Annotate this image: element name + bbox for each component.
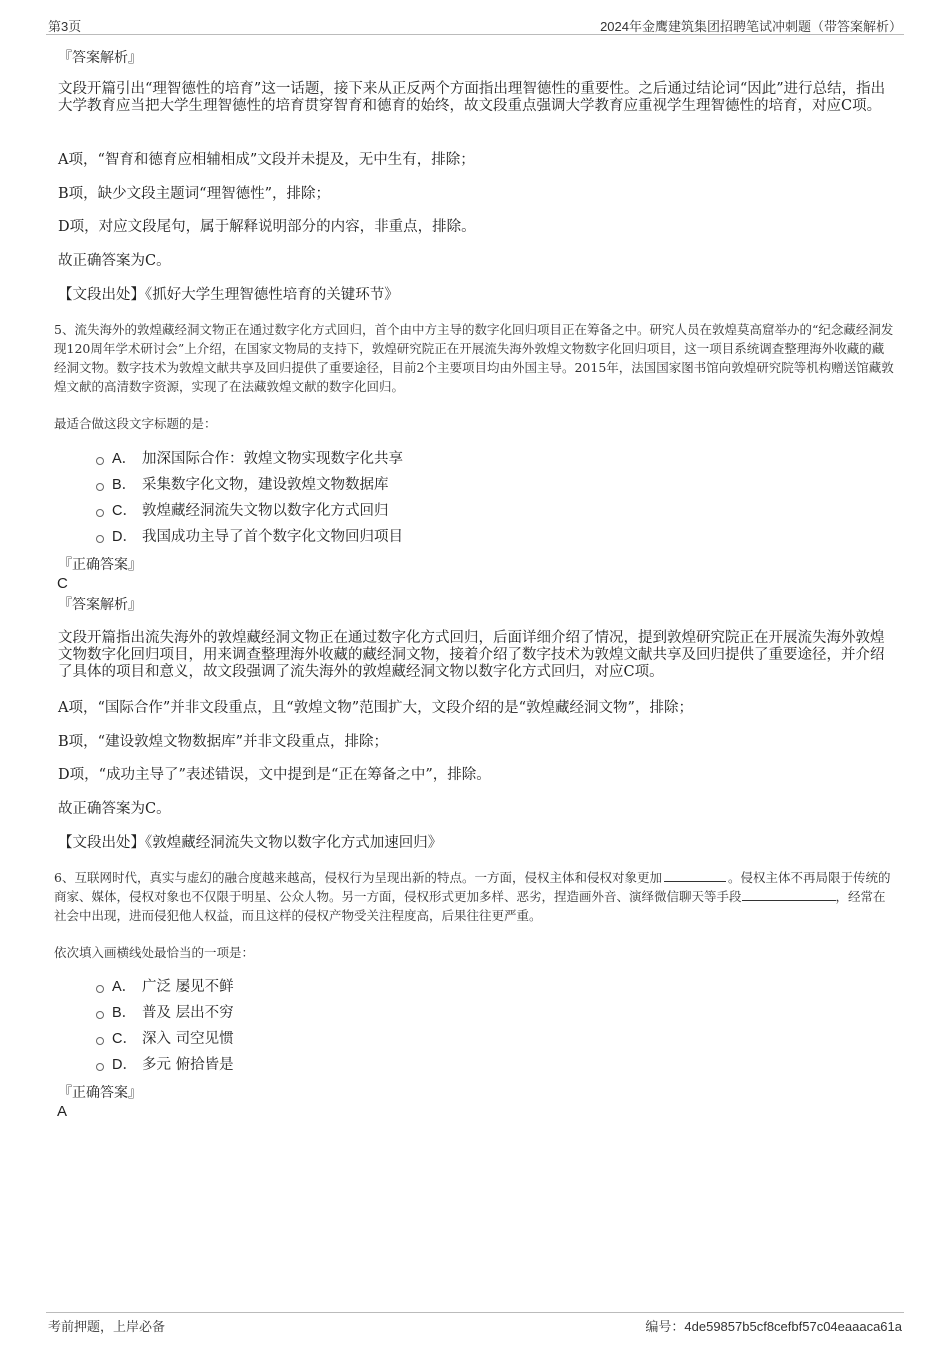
analysis-label: 『答案解析』 <box>58 597 142 613</box>
radio-button-icon[interactable] <box>96 509 104 517</box>
option-d-explanation: D项，“成功主导了”表述错误，文中提到是“正在筹备之中”，排除。 <box>58 767 491 783</box>
option-d-explanation: D项，对应文段尾句，属于解释说明部分的内容，非重点，排除。 <box>58 219 476 235</box>
document-id: 编号：4de59857b5cf8cefbf57c04eaaaca61a <box>645 1319 902 1334</box>
question-6-option-a[interactable]: A． 广泛 屡见不鲜 <box>96 978 234 996</box>
fill-blank-1 <box>664 869 726 882</box>
radio-button-icon[interactable] <box>96 1011 104 1019</box>
question-6-option-c[interactable]: C． 深入 司空见惯 <box>96 1030 234 1048</box>
radio-button-icon[interactable] <box>96 457 104 465</box>
page-header <box>46 14 904 35</box>
radio-button-icon[interactable] <box>96 1063 104 1071</box>
question-5-prompt: 最适合做这段文字标题的是： <box>54 416 217 431</box>
footer-slogan: 考前押题，上岸必备 <box>48 1319 166 1334</box>
page-footer <box>46 1312 904 1335</box>
question-6-option-b[interactable]: B． 普及 层出不穷 <box>96 1004 234 1022</box>
analysis-paragraph: 文段开篇引出“理智德性的培育”这一话题，接下来从正反两个方面指出理智德性的重要性。之后通过结论词“因此”进行总结，指出大学教育应当把大学生理智德性的培育贯穿智育和德育的始终，故文段重点强调大学教育应重视学生理智德性的培育，对应C项。 <box>58 81 886 114</box>
question-5-option-a[interactable]: A． 加深国际合作：敦煌文物实现数字化共享 <box>96 450 403 468</box>
option-b-explanation: B项，“建设敦煌文物数据库”并非文段重点，排除； <box>58 734 388 750</box>
option-a-explanation: A项，“智育和德育应相辅相成”文段并未提及，无中生有，排除； <box>58 152 475 168</box>
document-title: 2024年金鹰建筑集团招聘笔试冲刺题（带答案解析） <box>600 19 902 34</box>
question-5-option-b[interactable]: B． 采集数字化文物，建设敦煌文物数据库 <box>96 476 389 494</box>
correct-answer-value: A <box>57 1103 68 1120</box>
answer-conclusion: 故正确答案为C。 <box>58 253 171 269</box>
radio-button-icon[interactable] <box>96 1037 104 1045</box>
radio-button-icon[interactable] <box>96 535 104 543</box>
analysis-label: 『答案解析』 <box>58 50 142 66</box>
question-5-option-d[interactable]: D． 我国成功主导了首个数字化文物回归项目 <box>96 528 403 546</box>
option-a-explanation: A项，“国际合作”并非文段重点，且“敦煌文物”范围扩大，文段介绍的是“敦煌藏经洞文物”，排除； <box>58 700 693 716</box>
question-6-option-d[interactable]: D． 多元 俯拾皆是 <box>96 1056 234 1074</box>
answer-conclusion: 故正确答案为C。 <box>58 801 171 817</box>
fill-blank-2 <box>742 888 836 901</box>
page-number: 第3页 <box>48 19 82 34</box>
question-5-option-c[interactable]: C． 敦煌藏经洞流失文物以数字化方式回归 <box>96 502 389 520</box>
question-6-stem: 6、互联网时代，真实与虚幻的融合度越来越高，侵权行为呈现出新的特点。一方面，侵权主体和侵权对象更加 。侵权主体不再局限于传统的商家、媒体，侵权对象也不仅限于明星、公众人物。另一方面，侵权形式更加多样、恶劣，捏造画外音、演绎微信聊天等手段 ，经常在社会中出现，进而侵犯他人权益，而且这样的侵权产物受关注程度高，后果往往更严重。 <box>54 870 891 923</box>
source-citation: 【文段出处】《抓好大学生理智德性培育的关键环节》 <box>58 287 399 303</box>
correct-answer-label: 『正确答案』 <box>58 1085 142 1101</box>
question-6-prompt: 依次填入画横线处最恰当的一项是： <box>54 945 255 960</box>
option-b-explanation: B项，缺少文段主题词“理智德性”，排除； <box>58 186 330 202</box>
radio-button-icon[interactable] <box>96 985 104 993</box>
question-5-stem: 5、流失海外的敦煌藏经洞文物正在通过数字化方式回归，首个由中方主导的数字化回归项目正在筹备之中。研究人员在敦煌莫高窟举办的“纪念藏经洞发现120周年学术研讨会”上介绍，在国家文物局的支持下，敦煌研究院正在开展流失海外敦煌文物数字化回归项目，这一项目系统调查整理海外收藏的藏经洞文物。数字技术为敦煌文献共享及回归提供了重要途径，目前2个主要项目均由外国主导。2015年，法国国家图书馆向敦煌研究院等机构赠送馆藏敦煌文献的高清数字资源，实现了在法藏敦煌文献的数字化回归。 <box>54 322 894 394</box>
correct-answer-label: 『正确答案』 <box>58 557 142 573</box>
radio-button-icon[interactable] <box>96 483 104 491</box>
analysis-paragraph: 文段开篇指出流失海外的敦煌藏经洞文物正在通过数字化方式回归，后面详细介绍了情况，提到敦煌研究院正在开展流失海外敦煌文物数字化回归项目，用来调查整理海外收藏的藏经洞文物，接着介绍了数字技术为敦煌文献共享及回归提供了重要途径，并介绍了具体的项目和意义，故文段强调了流失海外的敦煌藏经洞文物以数字化方式回归，对应C项。 <box>58 630 885 680</box>
correct-answer-value: C <box>57 575 68 592</box>
source-citation: 【文段出处】《敦煌藏经洞流失文物以数字化方式加速回归》 <box>58 835 443 851</box>
